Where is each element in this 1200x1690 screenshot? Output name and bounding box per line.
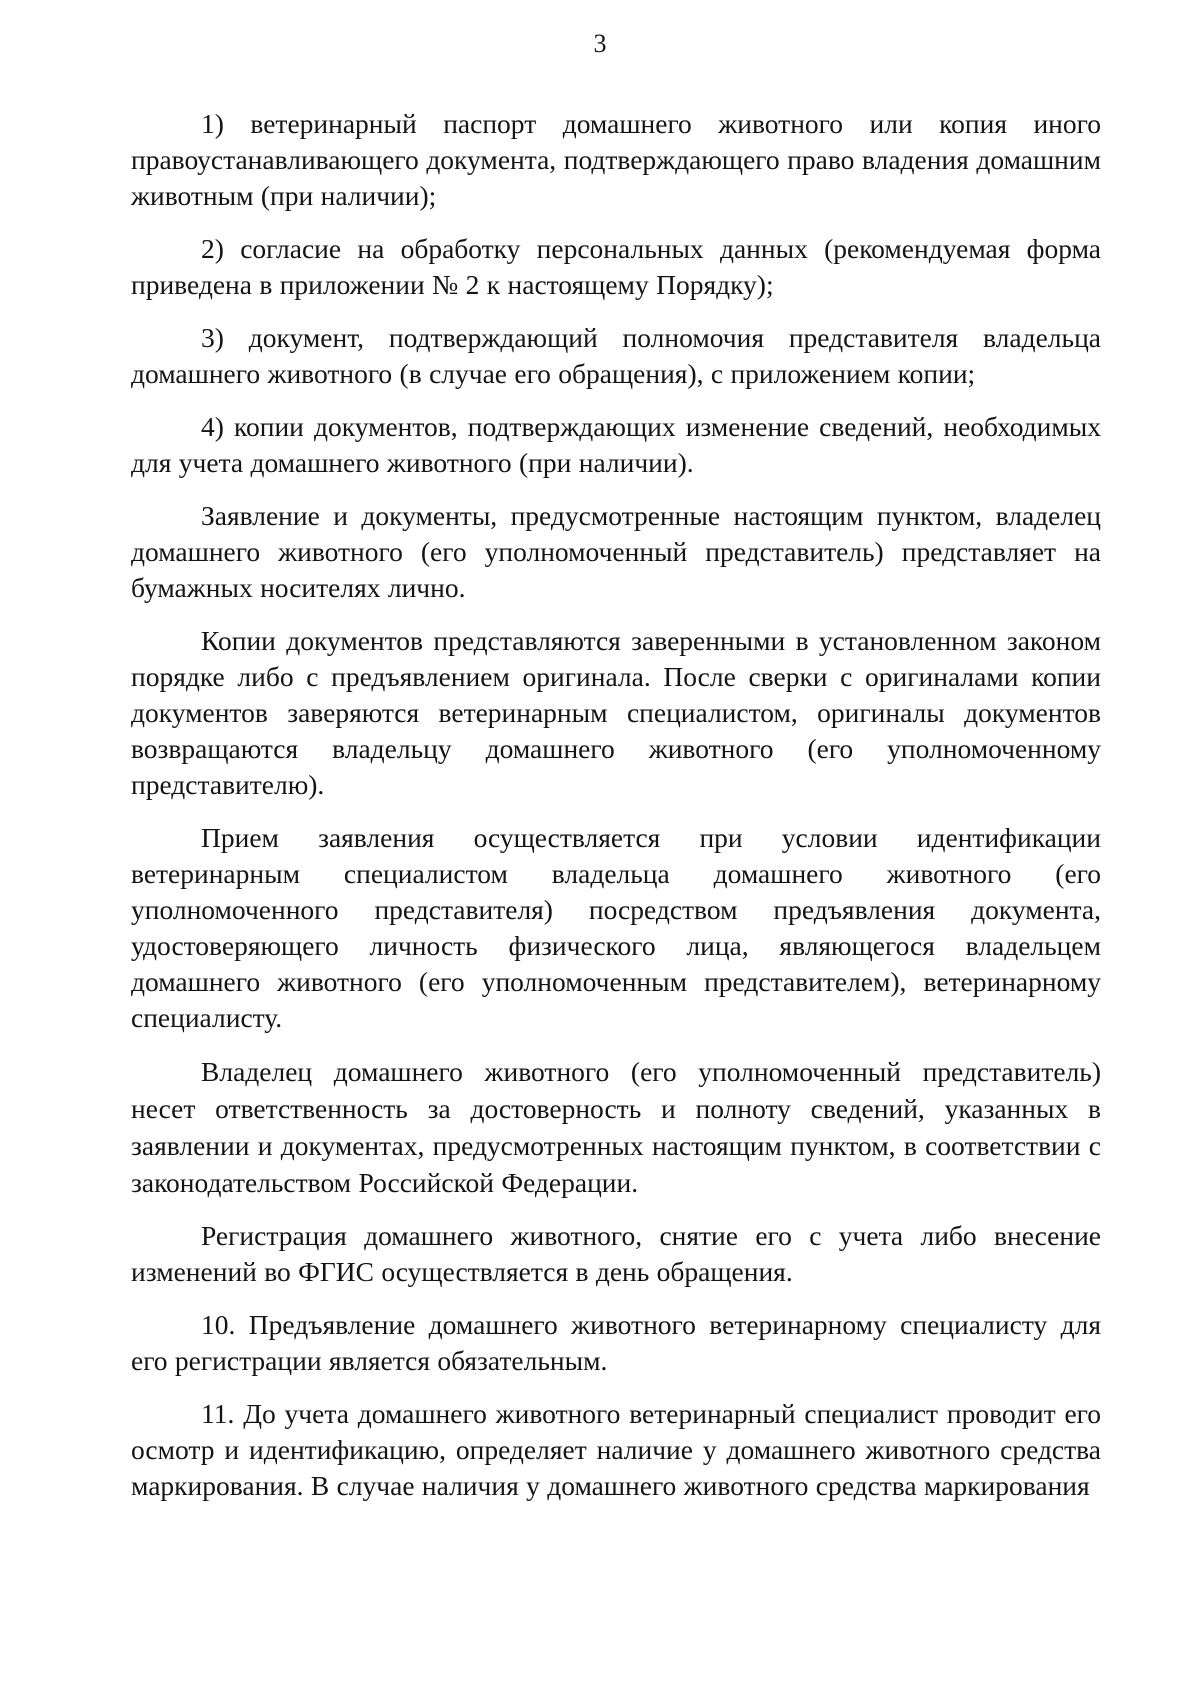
paragraph-clause-10: 10. Предъявление домашнего животного ветеринарному специалисту для его регистрации является обязательным.	[131, 1309, 1101, 1376]
page-number: 3	[593, 29, 607, 58]
paragraph-identification: Прием заявления осуществляется при условии идентификации ветеринарным специалистом владельца домашнего животного (его уполномоченного представителя) посредством предъявления документа, удостоверяющего личность физического лица, являющегося владельцем домашнего животного (его уполномоченным представителем), ветеринарному специалисту.	[131, 822, 1101, 1033]
document-body	[131, 106, 1101, 1521]
paragraph-copies: Копии документов представляются заверенными в установленном законом порядке либо с предъявлением оригинала. После сверки с оригиналами копии документов заверяются ветеринарным специалистом, оригиналы документов возвращаются владельцу домашнего животного (его уполномоченному представителю).	[131, 625, 1101, 800]
paragraph-item-4: 4) копии документов, подтверждающих изменение сведений, необходимых для учета домашнего животного (при наличии).	[131, 411, 1101, 478]
paragraph-clause-11: 11. До учета домашнего животного ветеринарный специалист проводит его осмотр и идентификацию, определяет наличие у домашнего животного средства маркирования. В случае наличия у домашнего животного средства маркирования	[131, 1398, 1101, 1501]
paragraph-registration: Регистрация домашнего животного, снятие его с учета либо внесение изменений во ФГИС осуществляется в день обращения.	[131, 1220, 1101, 1287]
paragraph-submission: Заявление и документы, предусмотренные настоящим пунктом, владелец домашнего животного (его уполномоченный представитель) представляет на бумажных носителях лично.	[131, 500, 1101, 603]
paragraph-item-2: 2) согласие на обработку персональных данных (рекомендуемая форма приведена в приложении № 2 к настоящему Порядку);	[131, 233, 1101, 300]
paragraph-responsibility: Владелец домашнего животного (его уполномоченный представитель) несет ответственность за достоверность и полноту сведений, указанных в заявлении и документах, предусмотренных настоящим пунктом, в соответствии с законодательством Российской Федерации.	[131, 1056, 1101, 1198]
paragraph-item-3: 3) документ, подтверждающий полномочия представителя владельца домашнего животного (в случае его обращения), с приложением копии;	[131, 322, 1101, 389]
paragraph-item-1: 1) ветеринарный паспорт домашнего животного или копия иного правоустанавливающего документа, подтверждающего право владения домашним животным (при наличии);	[131, 108, 1101, 211]
